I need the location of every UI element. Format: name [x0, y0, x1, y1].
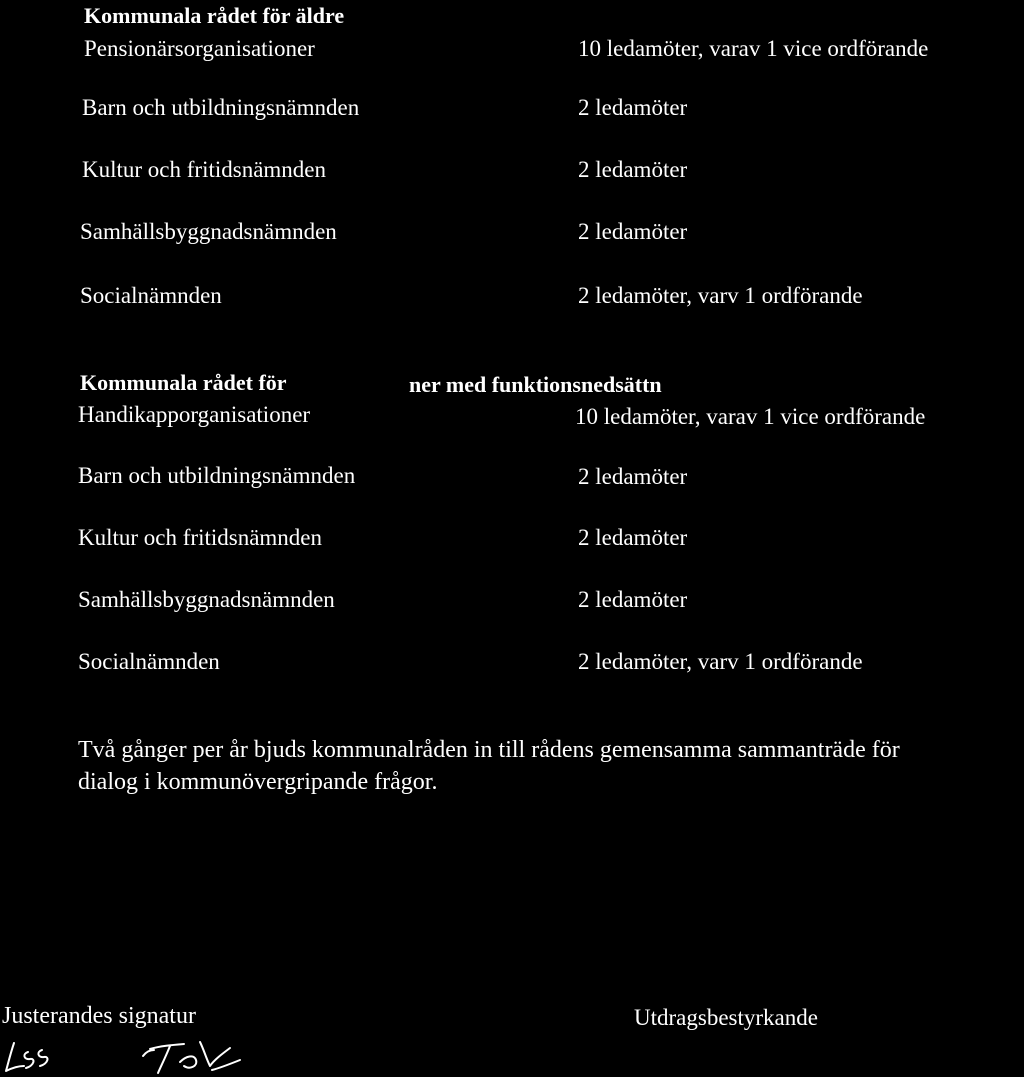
section2-row-members: 2 ledamöter, varv 1 ordförande	[578, 649, 863, 674]
section2-heading-part1: Kommunala rådet för	[80, 370, 287, 395]
section1-row-members: 2 ledamöter	[578, 157, 688, 182]
section2-row-members: 2 ledamöter	[578, 464, 688, 489]
section1-row-members: 2 ledamöter, varv 1 ordförande	[578, 283, 863, 308]
certification-label: Utdragsbestyrkande	[634, 1005, 818, 1030]
signature-label: Justerandes signatur	[2, 1003, 196, 1029]
section2-row-members: 2 ledamöter	[578, 587, 688, 612]
section1-heading: Kommunala rådet för äldre	[84, 3, 345, 28]
section1-row-name: Pensionärsorganisationer	[84, 36, 315, 61]
section1-row-name: Kultur och fritidsnämnden	[82, 157, 327, 182]
section1-row-members: 2 ledamöter	[578, 95, 688, 120]
section1-row-name: Barn och utbildningsnämnden	[82, 95, 360, 120]
section1-row-name: Samhällsbyggnadsnämnden	[80, 219, 337, 244]
paragraph-line-1: Två gånger per år bjuds kommunalråden in till rådens gemensamma sammanträde för	[78, 737, 900, 763]
section1-row-members: 2 ledamöter	[578, 219, 688, 244]
section1-row-name: Socialnämnden	[80, 283, 222, 308]
signature-initials-1	[6, 1043, 47, 1071]
section2-row-members: 10 ledamöter, varav 1 vice ordförande	[575, 404, 926, 429]
section2-row-name: Samhällsbyggnadsnämnden	[78, 587, 335, 612]
paragraph-line-2: dialog i kommunövergripande frågor.	[78, 769, 438, 795]
section2-row-name: Barn och utbildningsnämnden	[78, 463, 356, 488]
section1-row-members: 10 ledamöter, varav 1 vice ordförande	[578, 36, 929, 61]
section2-row-name: Kultur och fritidsnämnden	[78, 525, 323, 550]
section2-row-members: 2 ledamöter	[578, 525, 688, 550]
section2-row-name: Handikapporganisationer	[78, 402, 311, 427]
section2-row-name: Socialnämnden	[78, 649, 220, 674]
signature-initials-2	[143, 1042, 240, 1073]
section2-heading-part2: ner med funktionsnedsättn	[409, 372, 662, 397]
